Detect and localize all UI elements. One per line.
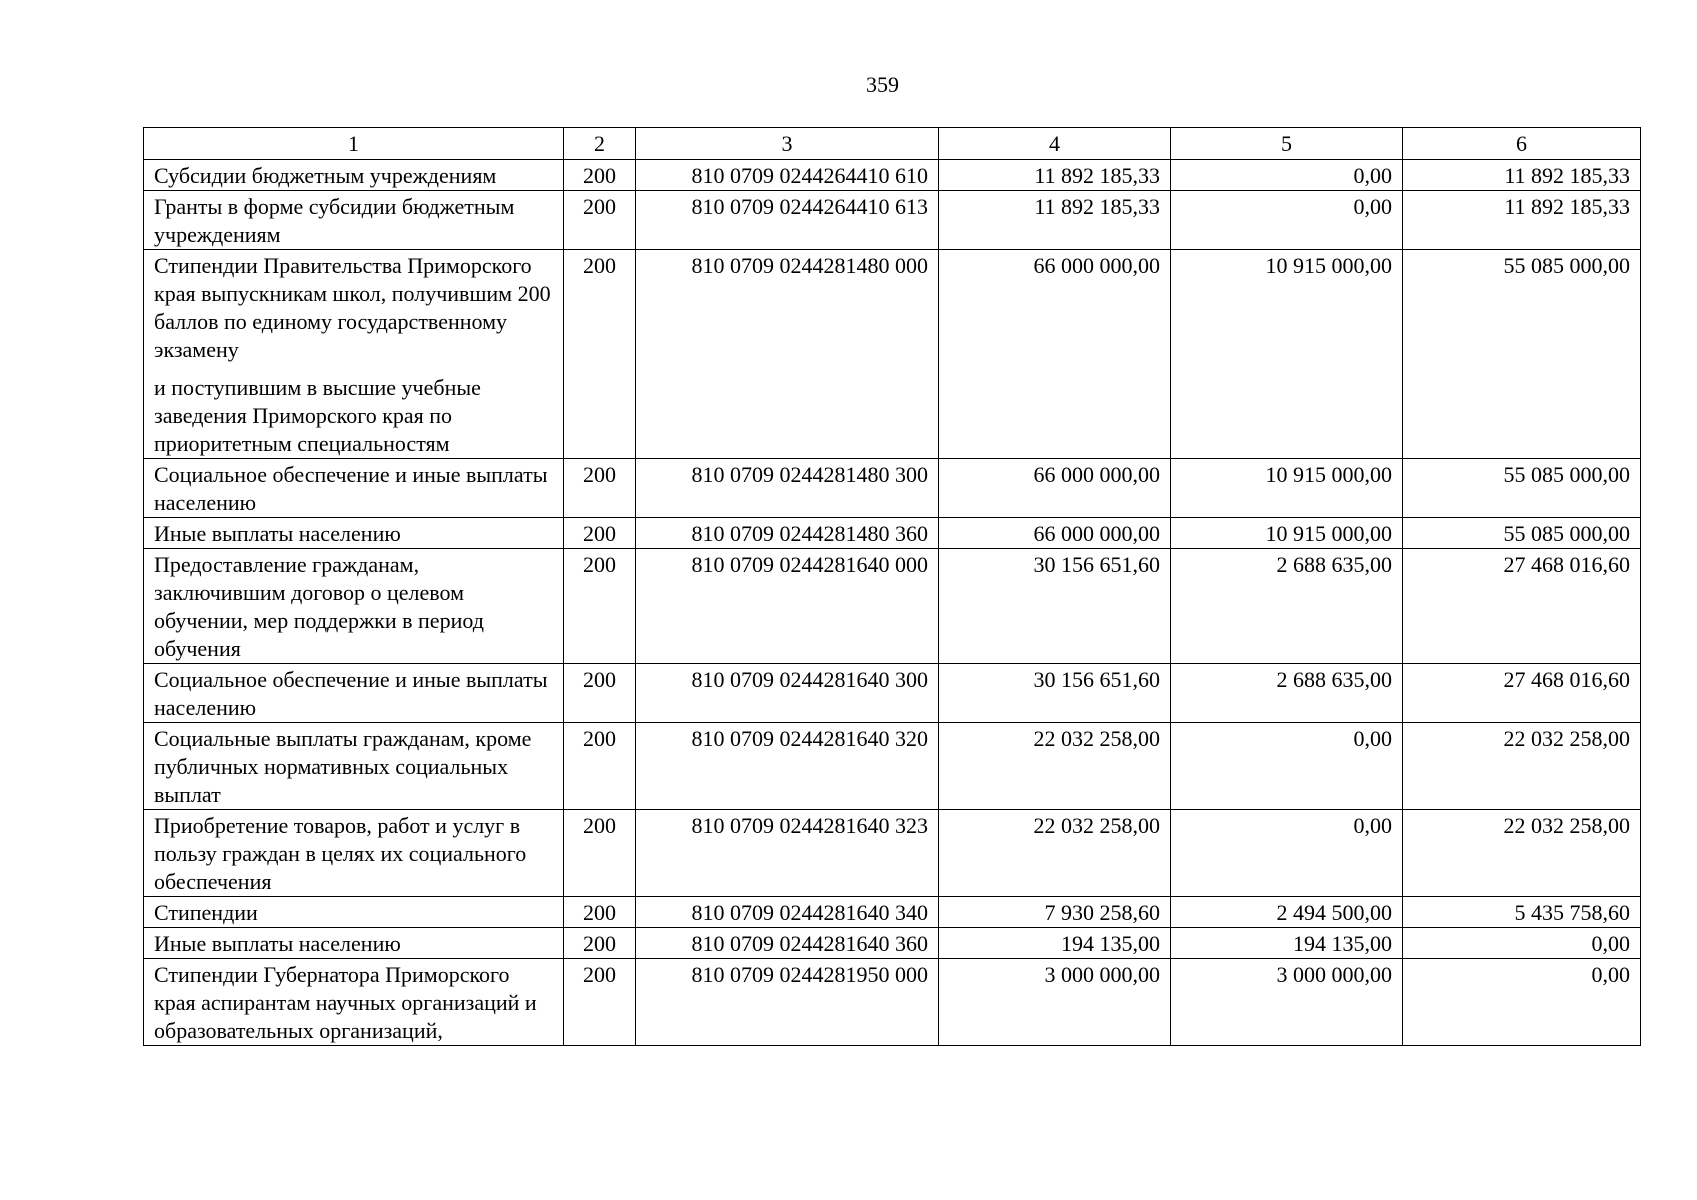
row-name-text: Приобретение товаров, работ и услуг в пользу граждан в целях их социального обеспечения [154,813,527,894]
row-amount-col4: 66 000 000,00 [939,518,1171,549]
table-row [144,518,1641,549]
row-name-text: Гранты в форме субсидии бюджетным учреждениям [154,194,515,247]
row-amount-col5: 3 000 000,00 [1171,959,1403,1046]
row-code-cell: 200 [564,160,636,191]
row-amount-col5: 0,00 [1171,810,1403,897]
row-amount-col5: 0,00 [1171,160,1403,191]
row-amount-col6: 11 892 185,33 [1403,191,1641,250]
row-name-cell [144,723,564,810]
row-amount-col5: 2 688 635,00 [1171,549,1403,664]
row-code-cell: 200 [564,928,636,959]
row-name-text: Стипендии Губернатора Приморского края аспирантам научных организаций и образовательных организаций, [154,962,537,1043]
page-number: 359 [866,72,899,97]
row-name-text: Стипендии Правительства Приморского края выпускникам школ, получившим 200 баллов по единому государственному экзамену [154,253,551,362]
row-kbk-cell: 810 0709 0244281640 360 [636,928,939,959]
row-amount-col4: 22 032 258,00 [939,810,1171,897]
table-row [144,459,1641,518]
row-code-cell: 200 [564,810,636,897]
row-name-cell [144,250,564,459]
row-name-text: и поступившим в высшие учебные заведения Приморского края по приоритетным специальностям [154,375,481,456]
table-row [144,191,1641,250]
row-name-cell [144,928,564,959]
row-kbk-cell: 810 0709 0244281480 000 [636,250,939,459]
table-body [144,160,1641,1046]
column-header-6: 6 [1403,128,1641,160]
row-kbk-cell: 810 0709 0244281950 000 [636,959,939,1046]
row-amount-col6: 11 892 185,33 [1403,160,1641,191]
row-amount-col5: 10 915 000,00 [1171,250,1403,459]
row-name-cell [144,897,564,928]
row-amount-col6: 0,00 [1403,959,1641,1046]
row-amount-col6: 55 085 000,00 [1403,518,1641,549]
row-amount-col6: 22 032 258,00 [1403,810,1641,897]
table-row [144,160,1641,191]
row-name-text: Социальное обеспечение и иные выплаты населению [154,462,548,515]
row-name-text: Субсидии бюджетным учреждениям [154,163,497,188]
row-code-cell: 200 [564,664,636,723]
row-kbk-cell: 810 0709 0244264410 613 [636,191,939,250]
row-amount-col6: 5 435 758,60 [1403,897,1641,928]
row-name-cell [144,518,564,549]
row-amount-col4: 30 156 651,60 [939,549,1171,664]
row-name-cell [144,191,564,250]
table-row [144,928,1641,959]
row-amount-col5: 0,00 [1171,191,1403,250]
row-code-cell: 200 [564,250,636,459]
table-row [144,723,1641,810]
row-amount-col4: 194 135,00 [939,928,1171,959]
row-kbk-cell: 810 0709 0244281640 300 [636,664,939,723]
row-amount-col6: 27 468 016,60 [1403,549,1641,664]
row-amount-col4: 22 032 258,00 [939,723,1171,810]
row-amount-col6: 27 468 016,60 [1403,664,1641,723]
row-name-cell [144,959,564,1046]
row-code-cell: 200 [564,897,636,928]
row-kbk-cell: 810 0709 0244264410 610 [636,160,939,191]
row-amount-col4: 7 930 258,60 [939,897,1171,928]
row-amount-col4: 11 892 185,33 [939,191,1171,250]
row-amount-col6: 55 085 000,00 [1403,459,1641,518]
column-header-3: 3 [636,128,939,160]
row-name-cell [144,664,564,723]
column-header-1: 1 [144,128,564,160]
table-row [144,549,1641,664]
row-kbk-cell: 810 0709 0244281640 000 [636,549,939,664]
table-row [144,250,1641,459]
row-amount-col5: 194 135,00 [1171,928,1403,959]
row-name-text: Предоставление гражданам, заключившим договор о целевом обучении, мер поддержки в период обучения [154,552,484,661]
column-header-5: 5 [1171,128,1403,160]
row-amount-col6: 55 085 000,00 [1403,250,1641,459]
row-amount-col4: 66 000 000,00 [939,459,1171,518]
row-code-cell: 200 [564,959,636,1046]
row-amount-col5: 0,00 [1171,723,1403,810]
table-row [144,959,1641,1046]
row-amount-col6: 22 032 258,00 [1403,723,1641,810]
row-code-cell: 200 [564,191,636,250]
row-name-text: Социальные выплаты гражданам, кроме публичных нормативных социальных выплат [154,726,532,807]
table-row [144,897,1641,928]
header-row [144,128,1641,160]
row-kbk-cell: 810 0709 0244281640 340 [636,897,939,928]
row-name-cell [144,549,564,664]
row-kbk-cell: 810 0709 0244281480 300 [636,459,939,518]
row-code-cell: 200 [564,518,636,549]
row-code-cell: 200 [564,723,636,810]
row-kbk-cell: 810 0709 0244281640 320 [636,723,939,810]
row-amount-col5: 10 915 000,00 [1171,459,1403,518]
row-amount-col5: 10 915 000,00 [1171,518,1403,549]
row-name-text: Социальное обеспечение и иные выплаты населению [154,667,548,720]
row-kbk-cell: 810 0709 0244281480 360 [636,518,939,549]
row-code-cell: 200 [564,549,636,664]
row-amount-col5: 2 494 500,00 [1171,897,1403,928]
row-name-cell [144,459,564,518]
column-header-2: 2 [564,128,636,160]
row-amount-col4: 30 156 651,60 [939,664,1171,723]
row-name-text: Иные выплаты населению [154,521,401,546]
row-amount-col4: 3 000 000,00 [939,959,1171,1046]
row-kbk-cell: 810 0709 0244281640 323 [636,810,939,897]
row-name-cell [144,160,564,191]
row-name-text: Иные выплаты населению [154,931,401,956]
row-name-cell [144,810,564,897]
row-amount-col6: 0,00 [1403,928,1641,959]
budget-table [143,127,1641,1046]
table-row [144,810,1641,897]
row-code-cell: 200 [564,459,636,518]
row-amount-col4: 66 000 000,00 [939,250,1171,459]
row-name-text: Стипендии [154,900,258,925]
row-amount-col4: 11 892 185,33 [939,160,1171,191]
table-row [144,664,1641,723]
row-amount-col5: 2 688 635,00 [1171,664,1403,723]
column-header-4: 4 [939,128,1171,160]
